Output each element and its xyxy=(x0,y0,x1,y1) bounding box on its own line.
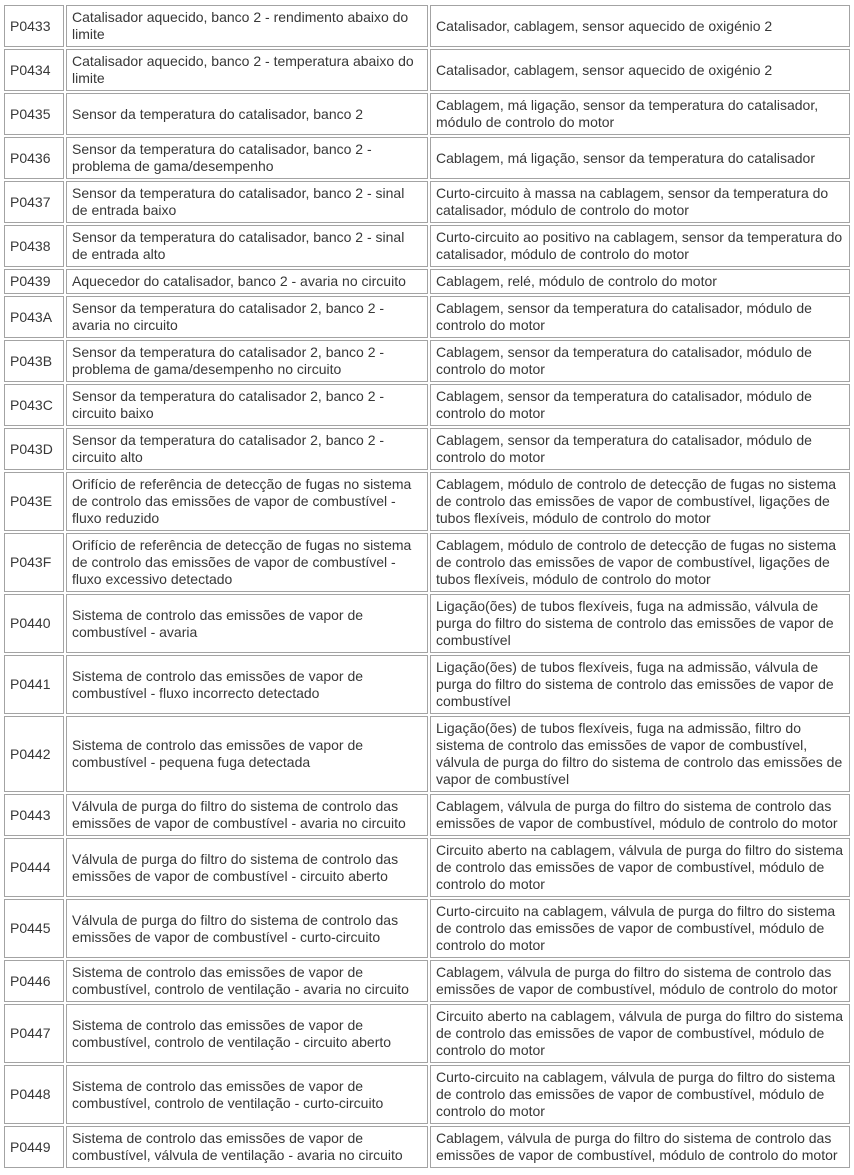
dtc-causes-cell: Curto-circuito na cablagem, válvula de purga do filtro do sistema de controlo das emissões de vapor de combustível, módulo de controlo do motor xyxy=(430,899,850,958)
dtc-code-cell: P0443 xyxy=(4,794,64,836)
dtc-description-cell: Catalisador aquecido, banco 2 - rendimento abaixo do limite xyxy=(66,5,428,47)
dtc-code-cell: P0436 xyxy=(4,137,64,179)
dtc-description-cell: Sensor da temperatura do catalisador 2, banco 2 - circuito baixo xyxy=(66,384,428,426)
dtc-table xyxy=(2,3,852,1170)
dtc-code-cell: P0438 xyxy=(4,225,64,267)
table-row xyxy=(4,716,850,792)
table-row xyxy=(4,1004,850,1063)
dtc-description-cell: Válvula de purga do filtro do sistema de controlo das emissões de vapor de combustível - avaria no circuito xyxy=(66,794,428,836)
dtc-description-cell: Sensor da temperatura do catalisador, banco 2 - problema de gama/desempenho xyxy=(66,137,428,179)
table-row xyxy=(4,5,850,47)
dtc-description-cell: Catalisador aquecido, banco 2 - temperatura abaixo do limite xyxy=(66,49,428,91)
dtc-code-cell: P043C xyxy=(4,384,64,426)
table-row xyxy=(4,137,850,179)
dtc-description-cell: Válvula de purga do filtro do sistema de controlo das emissões de vapor de combustível - curto-circuito xyxy=(66,899,428,958)
dtc-code-cell: P043A xyxy=(4,296,64,338)
dtc-causes-cell: Ligação(ões) de tubos flexíveis, fuga na admissão, válvula de purga do filtro do sistema de controlo das emissões de vapor de combustível xyxy=(430,594,850,653)
dtc-code-cell: P0445 xyxy=(4,899,64,958)
dtc-description-cell: Sistema de controlo das emissões de vapor de combustível, controlo de ventilação - curto-circuito xyxy=(66,1065,428,1124)
dtc-description-cell: Sistema de controlo das emissões de vapor de combustível, válvula de ventilação - avaria no circuito xyxy=(66,1126,428,1168)
dtc-description-cell: Sistema de controlo das emissões de vapor de combustível - pequena fuga detectada xyxy=(66,716,428,792)
dtc-code-cell: P0441 xyxy=(4,655,64,714)
dtc-causes-cell: Circuito aberto na cablagem, válvula de purga do filtro do sistema de controlo das emissões de vapor de combustível, módulo de controlo do motor xyxy=(430,838,850,897)
dtc-causes-cell: Cablagem, sensor da temperatura do catalisador, módulo de controlo do motor xyxy=(430,428,850,470)
dtc-description-cell: Orifício de referência de detecção de fugas no sistema de controlo das emissões de vapor de combustível - fluxo reduzido xyxy=(66,472,428,531)
dtc-description-cell: Sistema de controlo das emissões de vapor de combustível - fluxo incorrecto detectado xyxy=(66,655,428,714)
dtc-causes-cell: Cablagem, sensor da temperatura do catalisador, módulo de controlo do motor xyxy=(430,384,850,426)
table-row xyxy=(4,960,850,1002)
dtc-causes-cell: Curto-circuito à massa na cablagem, sensor da temperatura do catalisador, módulo de controlo do motor xyxy=(430,181,850,223)
dtc-description-cell: Sensor da temperatura do catalisador, banco 2 xyxy=(66,93,428,135)
table-row xyxy=(4,655,850,714)
table-row xyxy=(4,269,850,294)
dtc-code-cell: P0434 xyxy=(4,49,64,91)
dtc-causes-cell: Cablagem, relé, módulo de controlo do motor xyxy=(430,269,850,294)
dtc-code-cell: P043D xyxy=(4,428,64,470)
dtc-code-cell: P0439 xyxy=(4,269,64,294)
dtc-description-cell: Sensor da temperatura do catalisador, banco 2 - sinal de entrada alto xyxy=(66,225,428,267)
dtc-table-body xyxy=(4,5,850,1168)
dtc-code-cell: P0442 xyxy=(4,716,64,792)
dtc-causes-cell: Cablagem, má ligação, sensor da temperatura do catalisador xyxy=(430,137,850,179)
dtc-code-cell: P043F xyxy=(4,533,64,592)
dtc-causes-cell: Ligação(ões) de tubos flexíveis, fuga na admissão, filtro do sistema de controlo das emissões de vapor de combustível, válvula de purga do filtro do sistema de controlo das emissões de vapor de combustível xyxy=(430,716,850,792)
dtc-code-cell: P0448 xyxy=(4,1065,64,1124)
dtc-description-cell: Sensor da temperatura do catalisador 2, banco 2 - avaria no circuito xyxy=(66,296,428,338)
dtc-causes-cell: Circuito aberto na cablagem, válvula de purga do filtro do sistema de controlo das emissões de vapor de combustível, módulo de controlo do motor xyxy=(430,1004,850,1063)
dtc-causes-cell: Curto-circuito na cablagem, válvula de purga do filtro do sistema de controlo das emissões de vapor de combustível, módulo de controlo do motor xyxy=(430,1065,850,1124)
dtc-causes-cell: Cablagem, sensor da temperatura do catalisador, módulo de controlo do motor xyxy=(430,340,850,382)
dtc-description-cell: Sensor da temperatura do catalisador 2, banco 2 - problema de gama/desempenho no circuito xyxy=(66,340,428,382)
table-row xyxy=(4,1126,850,1168)
dtc-causes-cell: Cablagem, módulo de controlo de detecção de fugas no sistema de controlo das emissões de vapor de combustível, ligações de tubos flexíveis, módulo de controlo do motor xyxy=(430,472,850,531)
dtc-causes-cell: Cablagem, módulo de controlo de detecção de fugas no sistema de controlo das emissões de vapor de combustível, ligações de tubos flexíveis, módulo de controlo do motor xyxy=(430,533,850,592)
dtc-code-cell: P0440 xyxy=(4,594,64,653)
dtc-code-cell: P0446 xyxy=(4,960,64,1002)
dtc-description-cell: Sensor da temperatura do catalisador, banco 2 - sinal de entrada baixo xyxy=(66,181,428,223)
dtc-causes-cell: Catalisador, cablagem, sensor aquecido de oxigénio 2 xyxy=(430,49,850,91)
dtc-causes-cell: Ligação(ões) de tubos flexíveis, fuga na admissão, válvula de purga do filtro do sistema de controlo das emissões de vapor de combustível xyxy=(430,655,850,714)
dtc-description-cell: Sistema de controlo das emissões de vapor de combustível, controlo de ventilação - circuito aberto xyxy=(66,1004,428,1063)
dtc-causes-cell: Cablagem, válvula de purga do filtro do sistema de controlo das emissões de vapor de combustível, módulo de controlo do motor xyxy=(430,1126,850,1168)
dtc-code-cell: P0435 xyxy=(4,93,64,135)
dtc-code-cell: P0433 xyxy=(4,5,64,47)
dtc-code-cell: P043B xyxy=(4,340,64,382)
dtc-description-cell: Sistema de controlo das emissões de vapor de combustível, controlo de ventilação - avaria no circuito xyxy=(66,960,428,1002)
table-row xyxy=(4,181,850,223)
table-row xyxy=(4,93,850,135)
table-row xyxy=(4,472,850,531)
dtc-causes-cell: Curto-circuito ao positivo na cablagem, sensor da temperatura do catalisador, módulo de controlo do motor xyxy=(430,225,850,267)
dtc-causes-cell: Cablagem, válvula de purga do filtro do sistema de controlo das emissões de vapor de combustível, módulo de controlo do motor xyxy=(430,794,850,836)
table-row xyxy=(4,838,850,897)
table-row xyxy=(4,1065,850,1124)
dtc-causes-cell: Cablagem, sensor da temperatura do catalisador, módulo de controlo do motor xyxy=(430,296,850,338)
dtc-description-cell: Sensor da temperatura do catalisador 2, banco 2 - circuito alto xyxy=(66,428,428,470)
dtc-code-cell: P043E xyxy=(4,472,64,531)
dtc-causes-cell: Catalisador, cablagem, sensor aquecido de oxigénio 2 xyxy=(430,5,850,47)
table-row xyxy=(4,533,850,592)
dtc-causes-cell: Cablagem, válvula de purga do filtro do sistema de controlo das emissões de vapor de combustível, módulo de controlo do motor xyxy=(430,960,850,1002)
dtc-description-cell: Sistema de controlo das emissões de vapor de combustível - avaria xyxy=(66,594,428,653)
table-row xyxy=(4,594,850,653)
dtc-causes-cell: Cablagem, má ligação, sensor da temperatura do catalisador, módulo de controlo do motor xyxy=(430,93,850,135)
dtc-code-cell: P0447 xyxy=(4,1004,64,1063)
table-row xyxy=(4,340,850,382)
table-row xyxy=(4,49,850,91)
table-row xyxy=(4,296,850,338)
table-row xyxy=(4,794,850,836)
dtc-code-cell: P0449 xyxy=(4,1126,64,1168)
table-row xyxy=(4,899,850,958)
dtc-code-cell: P0444 xyxy=(4,838,64,897)
table-row xyxy=(4,225,850,267)
table-row xyxy=(4,428,850,470)
dtc-description-cell: Aquecedor do catalisador, banco 2 - avaria no circuito xyxy=(66,269,428,294)
dtc-description-cell: Válvula de purga do filtro do sistema de controlo das emissões de vapor de combustível - circuito aberto xyxy=(66,838,428,897)
dtc-description-cell: Orifício de referência de detecção de fugas no sistema de controlo das emissões de vapor de combustível - fluxo excessivo detectado xyxy=(66,533,428,592)
dtc-code-cell: P0437 xyxy=(4,181,64,223)
table-row xyxy=(4,384,850,426)
